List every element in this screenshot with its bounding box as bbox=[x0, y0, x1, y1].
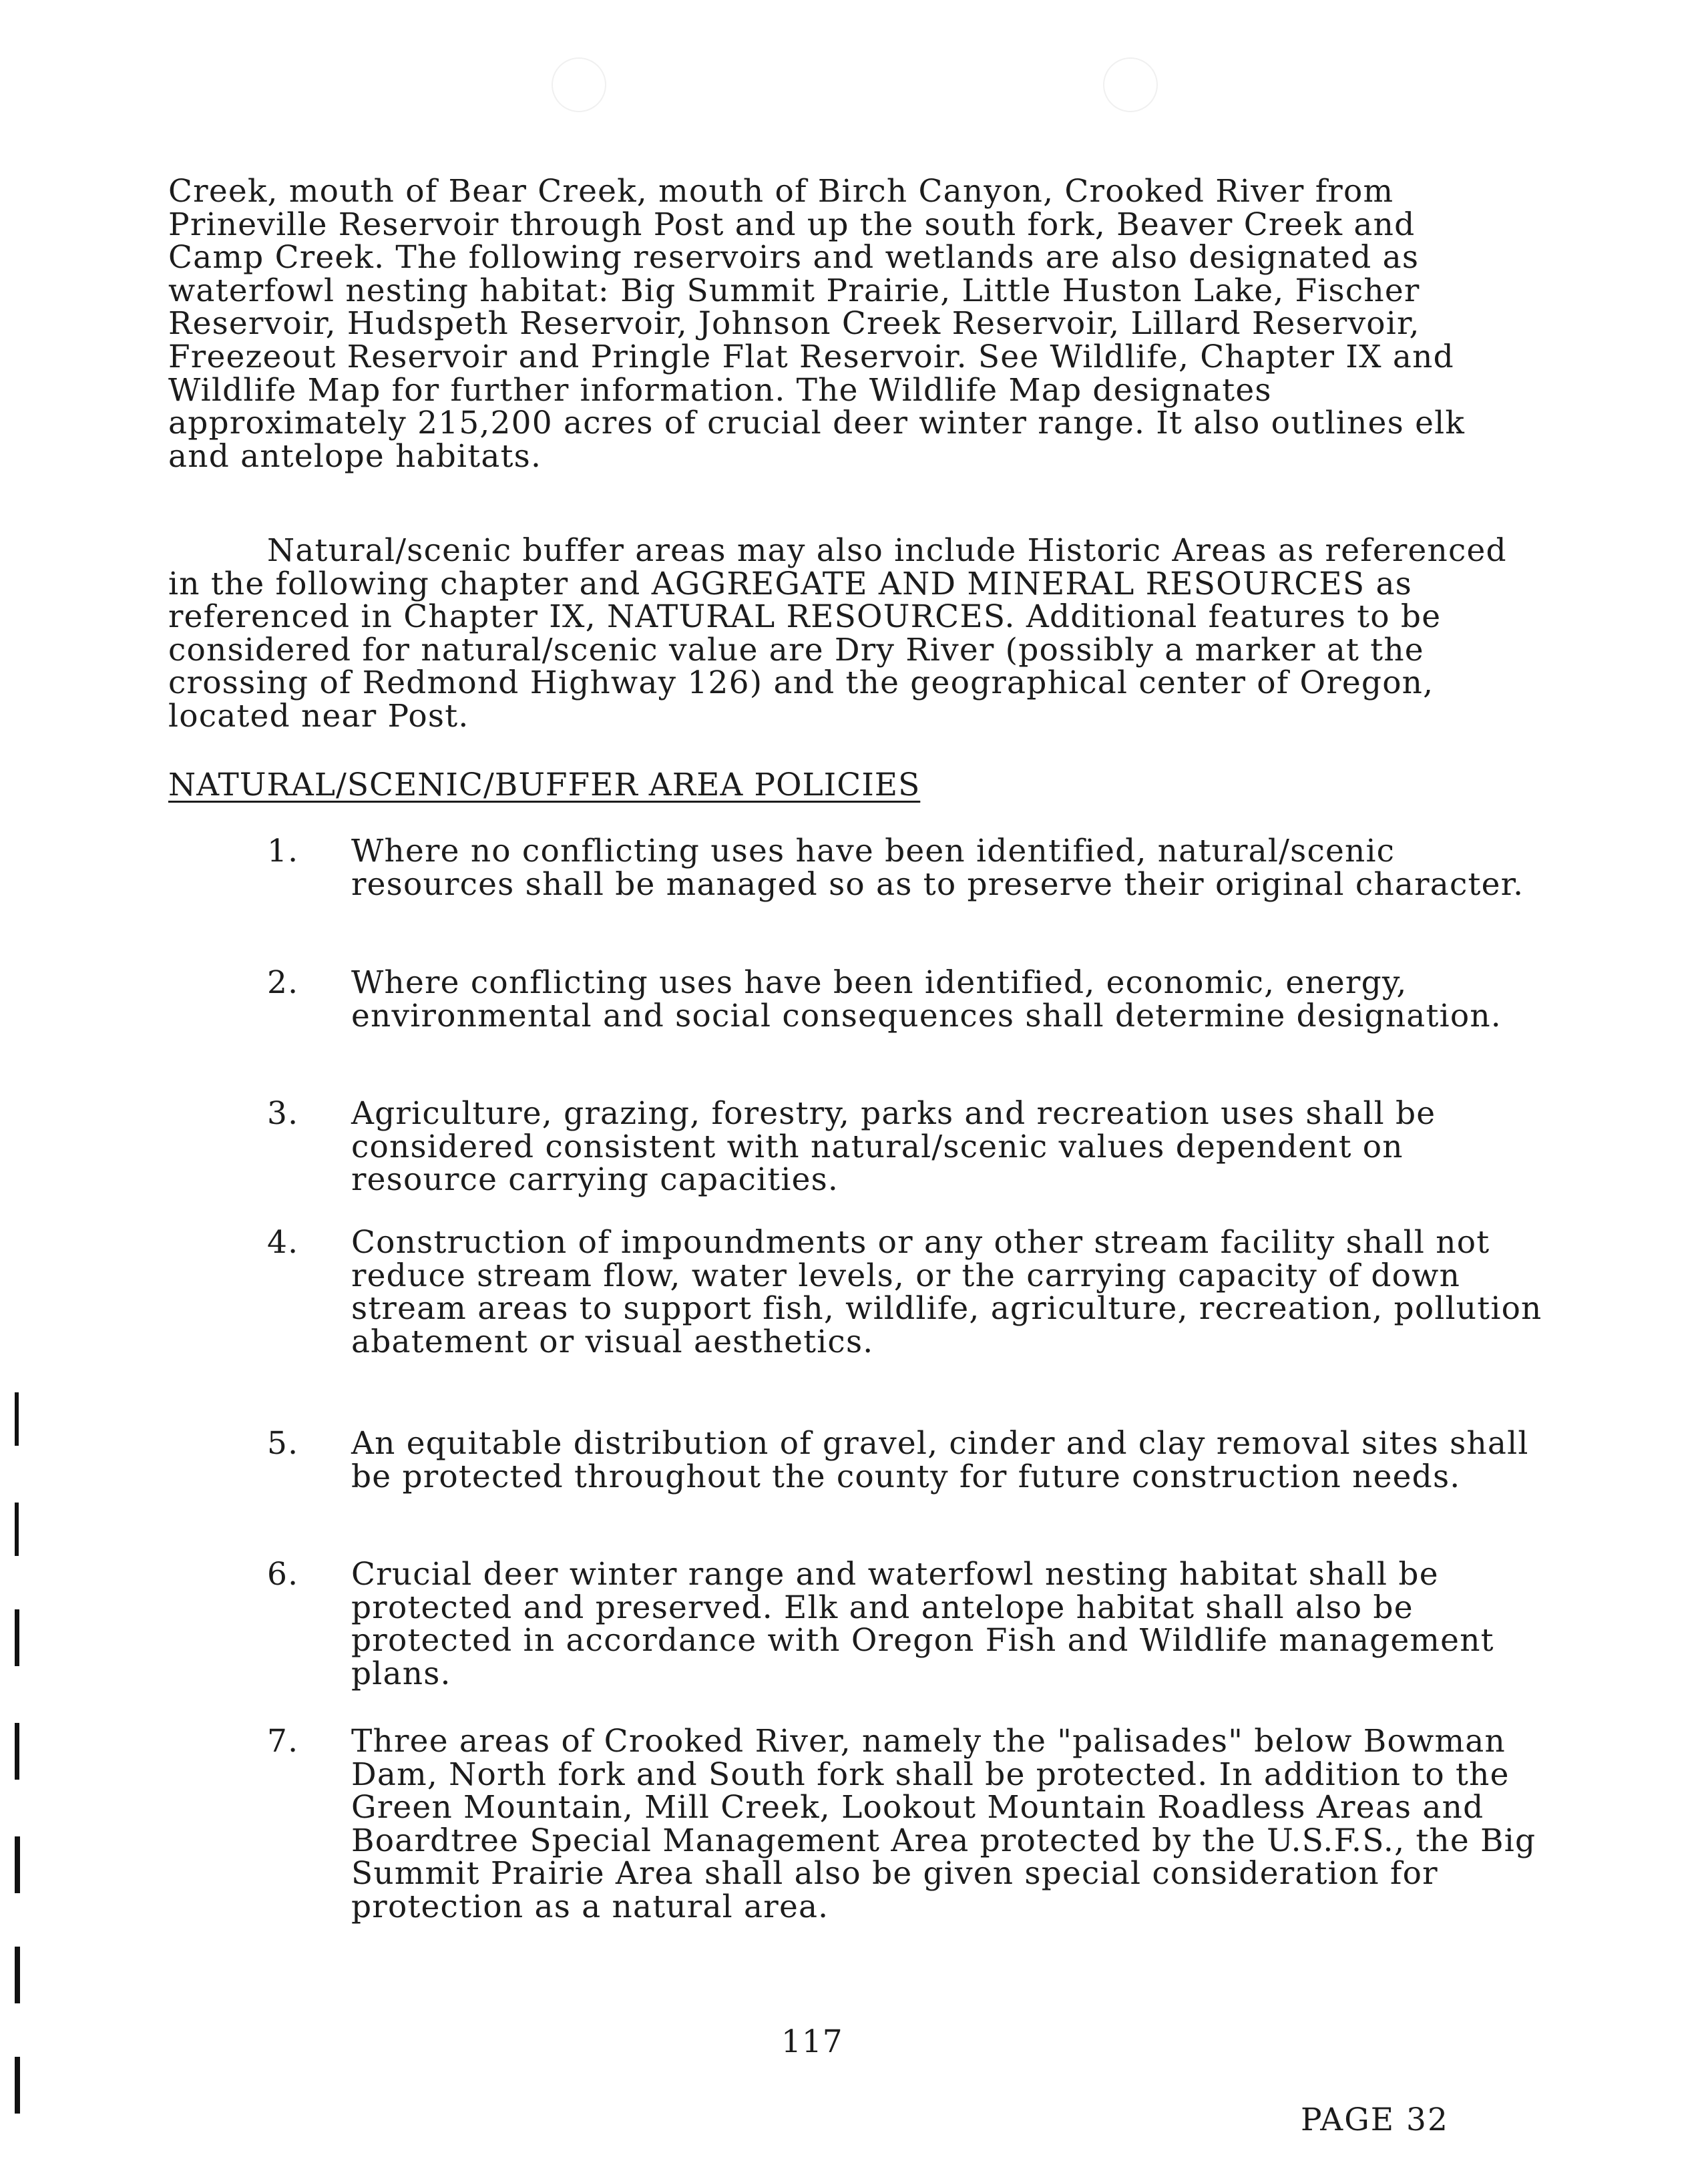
buffer-areas-paragraph bbox=[168, 534, 1517, 733]
policy-text: An equitable distribution of gravel, cinder and clay removal sites shall be protected throughout the county for future construction needs. bbox=[351, 1425, 1529, 1495]
punch-hole-left bbox=[552, 57, 606, 112]
punch-hole-right bbox=[1103, 57, 1158, 112]
body-paragraph: Creek, mouth of Bear Creek, mouth of Birch Canyon, Crooked River from Prineville Reservoir through Post and up the south fork, Beaver Creek and Camp Creek. The following reservoirs and wetlands are also designated as waterfowl nesting habitat: Big Summit Prairie, Little Huston Lake, Fischer Reservoir, Hudspeth Reservoir, Johnson Creek Reservoir, Lillard Reservoir, Freezeout Reservoir and Pringle Flat Reservoir. See Wildlife, Chapter IX and Wildlife Map for further information. The Wildlife Map designates approximately 215,200 acres of crucial deer winter range. It also outlines elk and antelope habitats. bbox=[168, 173, 1466, 475]
section-heading: NATURAL/SCENIC/BUFFER AREA POLICIES bbox=[168, 767, 921, 803]
policy-text: Three areas of Crooked River, namely the "palisades" below Bowman Dam, North fork and South fork shall be protected. In addition to the Green Mountain, Mill Creek, Lookout Mountain Roadless Areas and Boardtree Special Management Area protected by the U.S.F.S., the Big Summit Prairie Area shall also be given special consideration for protection as a natural area. bbox=[351, 1723, 1536, 1925]
scan-edge-mark bbox=[15, 1392, 19, 1446]
policy-text: Agriculture, grazing, forestry, parks and recreation uses shall be considered consistent with natural/scenic values dependent on resource carrying capacities. bbox=[351, 1095, 1436, 1198]
policy-number: 1. bbox=[267, 833, 299, 869]
policy-number: 6. bbox=[267, 1556, 299, 1593]
page-number: 117 bbox=[781, 2023, 843, 2060]
policy-text: Crucial deer winter range and waterfowl nesting habitat shall be protected and preserved. Elk and antelope habitat shall also be protected in accordance with Oregon Fish and Wildlife management plans. bbox=[351, 1556, 1494, 1692]
policy-text: Where conflicting uses have been identified, economic, energy, environmental and social consequences shall determine designation. bbox=[351, 964, 1502, 1034]
scan-edge-mark bbox=[15, 2057, 20, 2114]
policy-text: Construction of impoundments or any other stream facility shall not reduce stream flow, water levels, or the carrying capacity of down stream areas to support fish, wildlife, agriculture, recreation, pollution abatement or visual aesthetics. bbox=[351, 1224, 1542, 1360]
policy-number: 4. bbox=[267, 1224, 299, 1261]
policy-number: 7. bbox=[267, 1723, 299, 1760]
continuation-paragraph bbox=[168, 175, 1517, 473]
scan-edge-mark bbox=[15, 1947, 20, 2003]
body-paragraph: Natural/scenic buffer areas may also include Historic Areas as referenced in the following chapter and AGGREGATE AND MINERAL RESOURCES as referenced in Chapter IX, NATURAL RESOURCES. Additional features to be considered for natural/scenic value are Dry River (possibly a marker at the crossing of Redmond Highway 126) and the geographical center of Oregon, located near Post. bbox=[168, 532, 1507, 735]
scan-edge-mark bbox=[15, 1836, 20, 1893]
page-label: PAGE 32 bbox=[1301, 2102, 1449, 2138]
scan-edge-mark bbox=[15, 1723, 19, 1780]
policy-number: 5. bbox=[267, 1425, 299, 1462]
policy-number: 2. bbox=[267, 964, 299, 1001]
policy-number: 3. bbox=[267, 1095, 299, 1132]
scan-edge-mark bbox=[15, 1609, 19, 1666]
scan-edge-mark bbox=[15, 1503, 19, 1556]
policy-text: Where no conflicting uses have been identified, natural/scenic resources shall be managed so as to preserve their original character. bbox=[351, 833, 1524, 903]
